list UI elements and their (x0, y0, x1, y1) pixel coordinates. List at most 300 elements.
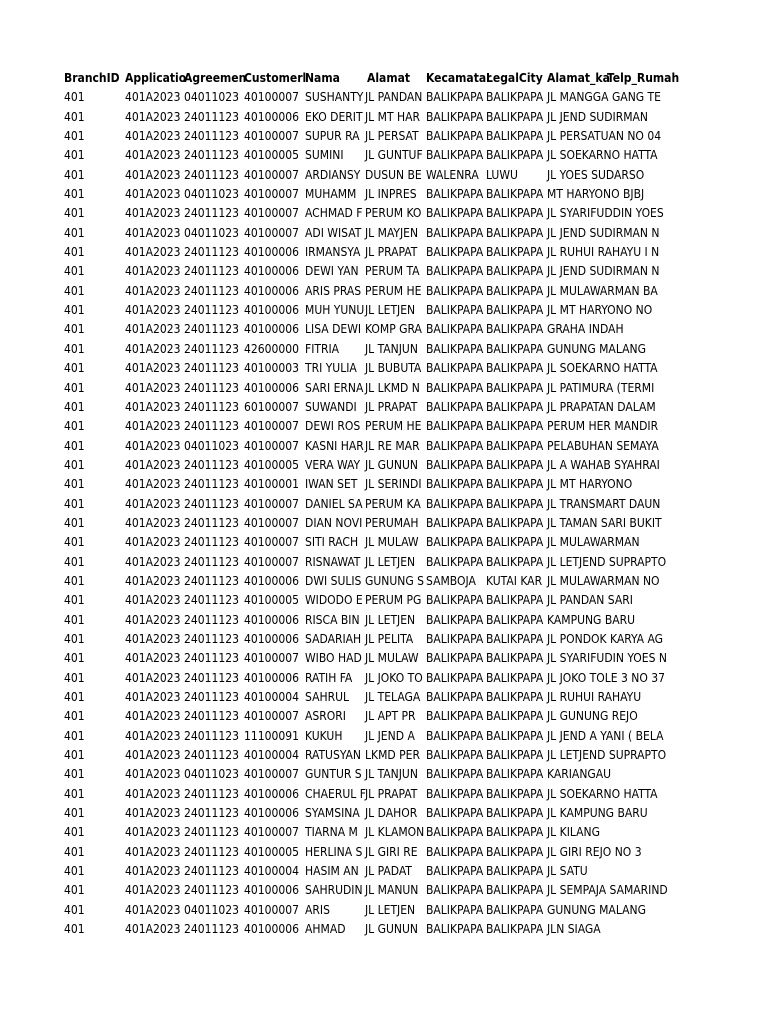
table-cell: 24011123 (184, 728, 239, 743)
table-cell: JL SOEKARNO HATTA (547, 786, 658, 801)
table-cell: 24011123 (184, 786, 239, 801)
column-header-customer: Customerl (244, 71, 307, 85)
table-cell: JL LETJEND SUPRAPTO (547, 748, 667, 763)
table-cell: 401 (64, 129, 85, 144)
table-cell: 401 (64, 341, 85, 356)
table-cell (607, 514, 670, 533)
table-cell: JL SERINDI (365, 477, 422, 492)
table-cell: 40100006 (244, 806, 299, 821)
table-cell: BALIKPAPA (486, 129, 544, 144)
table-cell: 40100004 (244, 864, 299, 879)
table-cell (607, 727, 670, 746)
table-cell: 04011023 (184, 225, 239, 240)
table-cell: BALIKPAPA (486, 322, 544, 337)
table-cell: 401 (64, 283, 85, 298)
table-row (64, 727, 670, 746)
table-cell: 24011123 (184, 457, 239, 472)
table-row (64, 630, 670, 649)
table-cell: 401 (64, 535, 85, 550)
table-cell: 40100005 (244, 593, 299, 608)
table-cell: 401A2023 (125, 864, 181, 879)
table-cell: BALIKPAPA (426, 864, 484, 879)
table-row (64, 920, 670, 939)
table-cell: HERLINA S (305, 844, 363, 859)
table-cell: JL LETJEND SUPRAPTO (547, 554, 667, 569)
table-row (64, 649, 670, 668)
table-cell: LUWU (486, 167, 518, 182)
table-cell: 24011123 (184, 361, 239, 376)
table-cell: BALIKPAPA (486, 902, 544, 917)
table-row (64, 901, 670, 920)
table-cell: 401 (64, 864, 85, 879)
table-cell: PERUM TA (365, 264, 420, 279)
table-cell: 401A2023 (125, 399, 181, 414)
table-body (64, 88, 670, 939)
table-row (64, 785, 670, 804)
table-row (64, 843, 670, 862)
table-cell: 401 (64, 380, 85, 395)
table-cell: SITI RACH (305, 535, 359, 550)
table-cell: 401A2023 (125, 690, 181, 704)
table-cell (607, 495, 670, 514)
table-cell: BALIKPAPA (486, 612, 544, 627)
table-cell: 24011123 (184, 612, 239, 627)
table-cell: JL TANJUN (365, 341, 418, 356)
table-cell: JL GIRI RE (365, 844, 418, 859)
table-cell: 24011123 (184, 748, 239, 763)
table-cell: JL MAYJEN (365, 225, 419, 240)
table-row (64, 533, 670, 552)
table-cell: JL JOKO TO (365, 670, 423, 685)
table-cell (607, 572, 670, 591)
table-cell: 401 (64, 225, 85, 240)
table-cell: EKO DERIT (305, 109, 363, 124)
table-cell: 40100006 (244, 264, 299, 279)
table-cell: JL PRAPATAN DALAM (547, 399, 656, 414)
table-row (64, 572, 670, 591)
column-header-agreement: Agreemen (184, 71, 247, 85)
table-cell: BALIKPAPA (486, 728, 544, 743)
table-cell: 24011123 (184, 245, 239, 260)
table-cell (607, 475, 670, 494)
table-cell: 40100007 (244, 825, 299, 840)
table-cell: BALIKPAPA (426, 419, 484, 434)
table-cell: BALIKPAPA (426, 361, 484, 376)
table-cell: 401A2023 (125, 728, 181, 743)
table-cell: 40100007 (244, 167, 299, 182)
table-cell: JL LETJEN (365, 554, 416, 569)
table-cell: BALIKPAPA (486, 419, 544, 434)
table-cell: MUHAMM (305, 187, 357, 202)
table-cell: BALIKPAPA (486, 748, 544, 763)
table-cell: BALIKPAPA (426, 690, 484, 704)
table-cell (607, 669, 670, 688)
table-cell: BALIKPAPA (426, 109, 484, 124)
table-cell: 401 (64, 806, 85, 821)
table-cell: JLN SIAGA (547, 922, 601, 937)
table-cell: RISNAWAT (305, 554, 361, 569)
table-cell: JL LKMD N (365, 380, 420, 395)
table-row (64, 127, 670, 146)
table-cell: JL MULAW (365, 651, 419, 666)
table-cell: 40100001 (244, 477, 299, 492)
table-cell: 401 (64, 709, 85, 724)
table-cell: 401A2023 (125, 322, 181, 337)
table-cell: 401A2023 (125, 148, 181, 163)
table-cell (607, 553, 670, 572)
table-cell: 40100005 (244, 844, 299, 859)
table-cell: 401A2023 (125, 515, 181, 530)
table-row (64, 862, 670, 881)
table-cell: JL SOEKARNO HATTA (547, 148, 658, 163)
table-cell: BALIKPAPA (426, 651, 484, 666)
table-cell: BALIKPAPA (486, 806, 544, 821)
table-cell: BALIKPAPA (486, 477, 544, 492)
table-cell (607, 88, 670, 107)
table-cell (607, 785, 670, 804)
table-cell: 24011123 (184, 844, 239, 859)
table-cell: BALIKPAPA (426, 322, 484, 337)
table-cell: VERA WAY (305, 457, 361, 472)
table-row (64, 514, 670, 533)
table-row (64, 707, 670, 726)
table-cell: 401A2023 (125, 380, 181, 395)
table-cell: GRAHA INDAH (547, 322, 624, 337)
table-cell: 40100006 (244, 922, 299, 937)
table-cell: PERUMAH (365, 515, 419, 530)
table-cell: 401 (64, 419, 85, 434)
table-cell: HASIM AN (305, 864, 359, 879)
table-cell: 401 (64, 593, 85, 608)
table-cell: SUWANDI (305, 399, 357, 414)
table-cell: BALIKPAPA (486, 457, 544, 472)
table-cell: ADI WISAT (305, 225, 362, 240)
table-cell: 40100006 (244, 883, 299, 898)
table-cell (607, 746, 670, 765)
table-cell: BALIKPAPA (426, 535, 484, 550)
table-cell: 24011123 (184, 380, 239, 395)
table-cell: JL JEND SUDIRMAN (547, 109, 648, 124)
table-cell: 11100091 (244, 728, 299, 743)
table-cell: 24011123 (184, 631, 239, 646)
table-cell: MUH YUNU (305, 303, 365, 318)
table-cell: BALIKPAPA (486, 283, 544, 298)
table-cell: 40100006 (244, 303, 299, 318)
table-cell: 401A2023 (125, 844, 181, 859)
table-cell: 401 (64, 322, 85, 337)
table-row (64, 669, 670, 688)
table-cell: 401A2023 (125, 535, 181, 550)
table-cell: BALIKPAPA (426, 90, 484, 105)
table-cell: 401 (64, 457, 85, 472)
table-cell: 24011123 (184, 167, 239, 182)
table-cell: 24011123 (184, 515, 239, 530)
table-cell: 401A2023 (125, 206, 181, 221)
table-cell: JL LETJEN (365, 902, 416, 917)
table-row (64, 765, 670, 784)
table-cell (607, 320, 670, 339)
table-cell (607, 359, 670, 378)
table-cell: BALIKPAPA (426, 748, 484, 763)
table-cell: 401A2023 (125, 825, 181, 840)
table-cell: JL MULAW (365, 535, 419, 550)
table-cell: 401 (64, 825, 85, 840)
table-cell: 401A2023 (125, 303, 181, 318)
table-cell: BALIKPAPA (426, 438, 484, 453)
table-cell: BALIKPAPA (426, 148, 484, 163)
table-cell: BALIKPAPA (426, 225, 484, 240)
table-cell: 401A2023 (125, 902, 181, 917)
table-cell: 40100006 (244, 322, 299, 337)
table-cell: JL MULAWARMAN NO (547, 573, 660, 588)
table-row (64, 243, 670, 262)
table-cell: JL TELAGA (365, 690, 421, 704)
table-cell: 40100005 (244, 457, 299, 472)
table-cell: JL GUNTUF (365, 148, 423, 163)
table-cell: 401 (64, 883, 85, 898)
table-cell: 40100006 (244, 786, 299, 801)
table-cell: 401 (64, 264, 85, 279)
table-cell: BALIKPAPA (486, 225, 544, 240)
table-cell: 24011123 (184, 206, 239, 221)
table-cell: 24011123 (184, 264, 239, 279)
table-cell: 24011123 (184, 825, 239, 840)
table-cell (607, 591, 670, 610)
table-cell: 401 (64, 767, 85, 782)
table-cell: BALIKPAPA (486, 593, 544, 608)
table-cell: RATUSYAN (305, 748, 361, 763)
table-cell: 401 (64, 167, 85, 182)
table-cell: 401A2023 (125, 631, 181, 646)
table-cell (607, 243, 670, 262)
table-row (64, 282, 670, 301)
table-cell: 40100007 (244, 535, 299, 550)
column-header-kecamatan: Kecamatar (426, 71, 492, 85)
table-cell: 401A2023 (125, 612, 181, 627)
table-cell: 401A2023 (125, 670, 181, 685)
table-cell: BALIKPAPA (426, 515, 484, 530)
table-cell: CHAERUL F (305, 786, 366, 801)
table-cell: BALIKPAPA (426, 922, 484, 937)
table-cell: 04011023 (184, 90, 239, 105)
table-cell: 401 (64, 187, 85, 202)
table-cell: ARIS (305, 902, 330, 917)
table-cell: PERUM HER MANDIR (547, 419, 659, 434)
table-cell: 401 (64, 303, 85, 318)
table-cell (607, 108, 670, 127)
table-row (64, 379, 670, 398)
table-cell: 40100005 (244, 148, 299, 163)
table-cell: 40100007 (244, 651, 299, 666)
table-cell: 40100007 (244, 496, 299, 511)
table-cell (607, 881, 670, 900)
table-cell: JL DAHOR (365, 806, 418, 821)
table-cell: PELABUHAN SEMAYA (547, 438, 659, 453)
table-cell: 401 (64, 631, 85, 646)
table-cell: 40100006 (244, 380, 299, 395)
table-cell: JL SEMPAJA SAMARIND (547, 883, 668, 898)
table-cell: BALIKPAPA (486, 341, 544, 356)
table-cell: BALIKPAPA (486, 883, 544, 898)
table-cell (607, 301, 670, 320)
table-cell: 401 (64, 612, 85, 627)
table-cell: JL PERSAT (365, 129, 419, 144)
table-cell: JL MANUN (365, 883, 419, 898)
table-cell: SUMINI (305, 148, 344, 163)
table-cell: ARIS PRAS (305, 283, 362, 298)
table-row (64, 746, 670, 765)
table-cell: BALIKPAPA (486, 535, 544, 550)
table-cell (607, 224, 670, 243)
table-row (64, 359, 670, 378)
table-cell: 42600000 (244, 341, 299, 356)
table-cell (607, 630, 670, 649)
table-cell: BALIKPAPA (426, 786, 484, 801)
table-row (64, 320, 670, 339)
table-cell: BALIKPAPA (426, 477, 484, 492)
table-row (64, 495, 670, 514)
table-cell: BALIKPAPA (426, 883, 484, 898)
table-cell: 401A2023 (125, 806, 181, 821)
table-cell (607, 843, 670, 862)
table-row (64, 185, 670, 204)
table-cell (607, 707, 670, 726)
table-cell: KOMP GRA (365, 322, 422, 337)
table-row (64, 553, 670, 572)
table-cell: 24011123 (184, 477, 239, 492)
table-row (64, 146, 670, 165)
table-cell: JL PERSATUAN NO 04 (547, 129, 662, 144)
table-cell: BALIKPAPA (426, 303, 484, 318)
table-cell: JL JOKO TOLE 3 NO 37 (547, 670, 666, 685)
table-cell: BALIKPAPA (426, 728, 484, 743)
table-cell: JL PRAPAT (365, 399, 418, 414)
table-cell: 401A2023 (125, 167, 181, 182)
table-cell: JL SYARIFUDIN YOES N (547, 651, 667, 666)
table-cell: BALIKPAPA (486, 187, 544, 202)
table-cell: BALIKPAPA (486, 399, 544, 414)
table-cell: 40100006 (244, 612, 299, 627)
table-cell: IWAN SET (305, 477, 358, 492)
table-cell: BALIKPAPA (486, 786, 544, 801)
table-cell (607, 688, 670, 707)
table-cell: JL JEND SUDIRMAN N (547, 225, 660, 240)
table-cell: 24011123 (184, 419, 239, 434)
table-cell: GUNUNG MALANG (547, 341, 646, 356)
table-cell: WIDODO E (305, 593, 363, 608)
table-cell: 401A2023 (125, 419, 181, 434)
table-cell: 24011123 (184, 535, 239, 550)
table-cell: 24011123 (184, 303, 239, 318)
table-cell: WALENRA (426, 167, 479, 182)
table-cell: JL PRAPAT (365, 245, 418, 260)
table-cell: RATIH FA (305, 670, 353, 685)
table-cell: 24011123 (184, 651, 239, 666)
table-cell: 401A2023 (125, 767, 181, 782)
table-cell: BALIKPAPA (426, 709, 484, 724)
table-cell: JL PONDOK KARYA AG (547, 631, 664, 646)
table-cell: SAHRUL (305, 690, 349, 704)
table-cell: 401A2023 (125, 709, 181, 724)
table-cell: FITRIA (305, 341, 340, 356)
table-row (64, 688, 670, 707)
table-cell (607, 262, 670, 281)
table-cell: TIARNA M (305, 825, 358, 840)
table-cell: 24011123 (184, 322, 239, 337)
table-cell: JL GUNUN (365, 457, 418, 472)
table-cell: LISA DEWI (305, 322, 362, 337)
table-cell: JL JEND A (365, 728, 415, 743)
table-cell: 401A2023 (125, 90, 181, 105)
table-cell: 24011123 (184, 129, 239, 144)
table-cell: JL SYARIFUDDIN YOES (547, 206, 664, 221)
table-cell: 40100007 (244, 515, 299, 530)
table-cell: SUSHANTY (305, 90, 364, 105)
table-cell: 40100007 (244, 438, 299, 453)
table-cell (607, 456, 670, 475)
table-cell: JL SOEKARNO HATTA (547, 361, 658, 376)
table-cell: 401A2023 (125, 109, 181, 124)
table-cell (607, 823, 670, 842)
table-row (64, 398, 670, 417)
table-cell: BALIKPAPA (486, 825, 544, 840)
table-cell (607, 804, 670, 823)
table-cell: 401 (64, 438, 85, 453)
table-cell (607, 146, 670, 165)
table-cell: 401A2023 (125, 651, 181, 666)
table-cell: KARIANGAU (547, 767, 612, 782)
table-cell: JL SATU (547, 864, 588, 879)
table-cell: 24011123 (184, 573, 239, 588)
column-header-telp-rumah: Telp_Rumah (607, 71, 680, 85)
table-cell: SYAMSINA (305, 806, 360, 821)
table-row (64, 204, 670, 223)
table-cell: 401 (64, 90, 85, 105)
table-cell: 24011123 (184, 148, 239, 163)
table-cell: 24011123 (184, 883, 239, 898)
table-cell: 401A2023 (125, 438, 181, 453)
table-cell: BALIKPAPA (486, 496, 544, 511)
table-cell: 401A2023 (125, 187, 181, 202)
table-cell: 401 (64, 109, 85, 124)
table-cell: JL MT HARYONO NO (547, 303, 653, 318)
table-cell: BALIKPAPA (486, 148, 544, 163)
table-cell: 24011123 (184, 806, 239, 821)
table-cell: 24011123 (184, 554, 239, 569)
table-cell: BALIKPAPA (426, 399, 484, 414)
table-cell (607, 417, 670, 436)
table-cell: KASNI HAR (305, 438, 364, 453)
table-cell: BALIKPAPA (486, 380, 544, 395)
table-cell: 401 (64, 651, 85, 666)
table-row (64, 340, 670, 359)
table-cell: 401A2023 (125, 922, 181, 937)
table-cell: BALIKPAPA (486, 651, 544, 666)
table-cell: 40100007 (244, 902, 299, 917)
table-cell: BALIKPAPA (486, 709, 544, 724)
table-cell: 401A2023 (125, 573, 181, 588)
table-cell (607, 533, 670, 552)
table-cell: JL JEND A YANI ( BELA (547, 728, 664, 743)
table-cell: SARI ERNA (305, 380, 364, 395)
table-cell: RISCA BIN (305, 612, 360, 627)
table-cell: JL KILANG (547, 825, 600, 840)
table-cell: GUNUNG MALANG (547, 902, 646, 917)
table-cell (607, 127, 670, 146)
table-cell: 401 (64, 728, 85, 743)
table-cell: 04011023 (184, 902, 239, 917)
table-cell: 40100007 (244, 225, 299, 240)
